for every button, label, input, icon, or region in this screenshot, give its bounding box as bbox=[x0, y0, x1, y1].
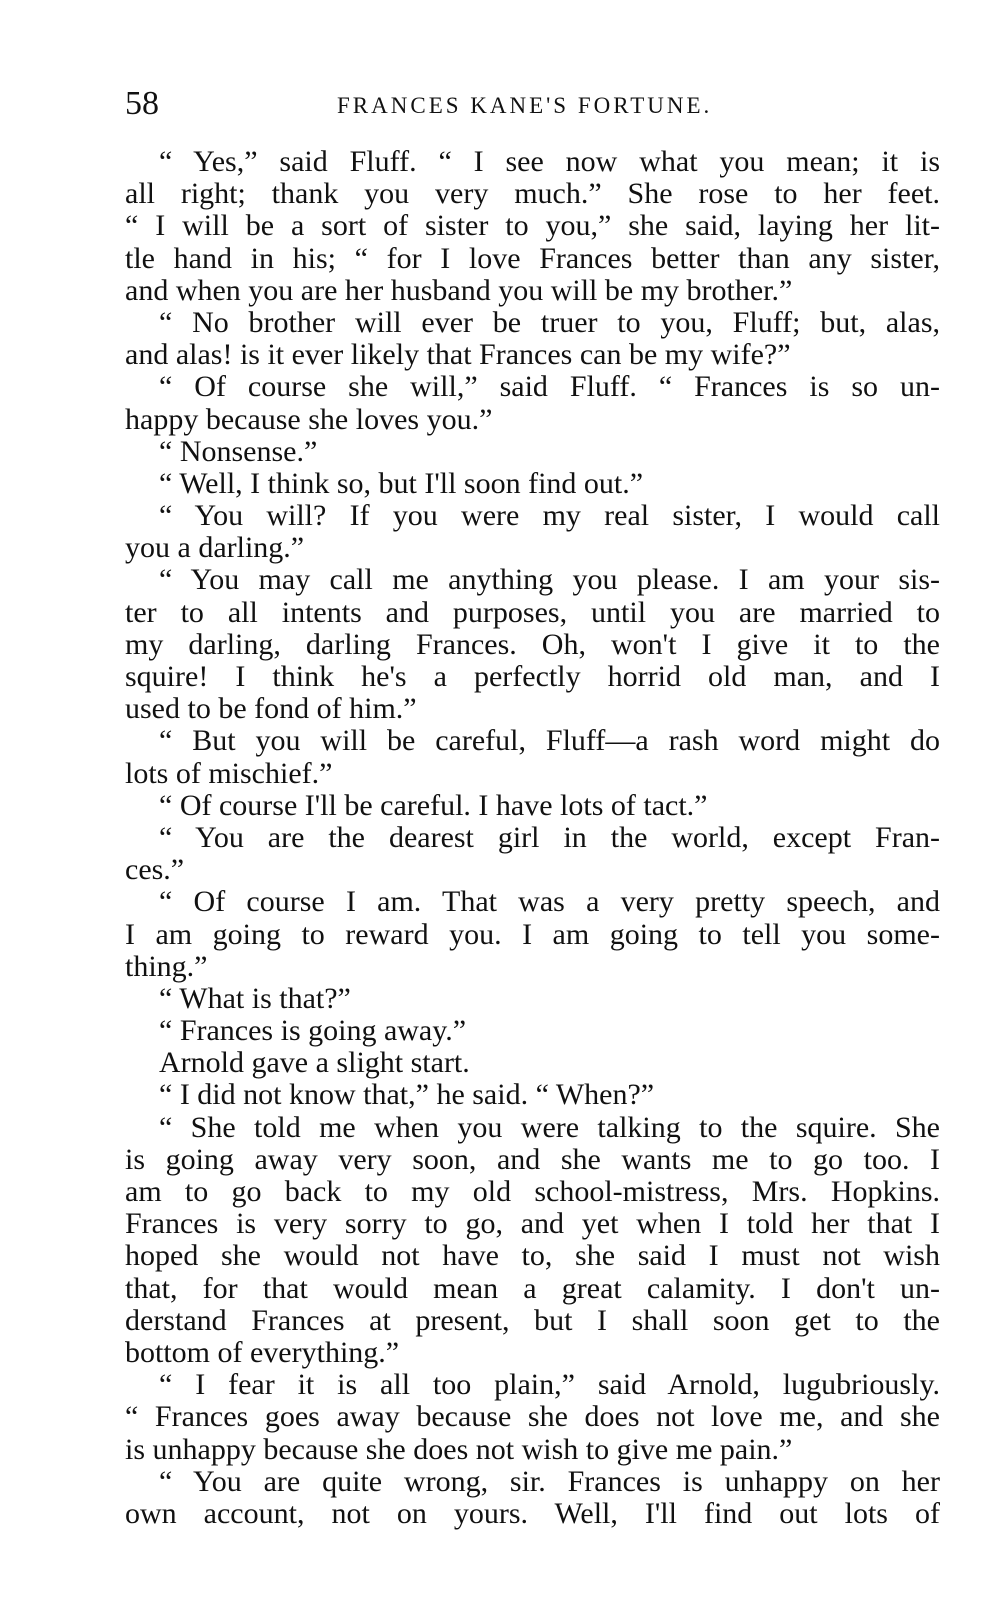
text-line: “ You may call me anything you please. I am your sis- bbox=[159, 563, 940, 597]
text-line: “ What is that?” bbox=[159, 981, 351, 1015]
text-line: is unhappy because she does not wish to give me pain.” bbox=[125, 1432, 793, 1466]
text-line: Arnold gave a slight start. bbox=[159, 1046, 470, 1080]
text-line: I am going to reward you. I am going to tell you some- bbox=[125, 917, 940, 951]
text-line: ter to all intents and purposes, until you are married to bbox=[125, 595, 940, 629]
text-line: used to be fond of him.” bbox=[125, 692, 417, 726]
text-line: “ Frances is going away.” bbox=[159, 1014, 467, 1048]
text-line: “ Nonsense.” bbox=[159, 434, 318, 468]
text-line: my darling, darling Frances. Oh, won't I give it to the bbox=[125, 627, 940, 661]
text-line: “ I will be a sort of sister to you,” she said, laying her lit- bbox=[125, 209, 940, 243]
text-line: “ I fear it is all too plain,” said Arnold, lugubriously. bbox=[159, 1368, 940, 1402]
page-number: 58 bbox=[125, 85, 159, 122]
text-line: “ Of course I'll be careful. I have lots of tact.” bbox=[159, 788, 708, 822]
text-line: “ Well, I think so, but I'll soon find out.” bbox=[159, 466, 644, 500]
running-title: FRANCES KANE'S FORTUNE. bbox=[337, 93, 713, 118]
text-line: all right; thank you very much.” She rose to her feet. bbox=[125, 177, 940, 211]
text-line: bottom of everything.” bbox=[125, 1335, 400, 1369]
text-line: thing.” bbox=[125, 949, 208, 983]
text-line: “ No brother will ever be truer to you, Fluff; but, alas, bbox=[159, 305, 940, 339]
page-header bbox=[125, 84, 940, 124]
text-line: “ Of course she will,” said Fluff. “ Frances is so un- bbox=[159, 370, 940, 404]
text-line: lots of mischief.” bbox=[125, 756, 333, 790]
text-line: own account, not on yours. Well, I'll find out lots of bbox=[125, 1496, 940, 1530]
text-line: “ You are the dearest girl in the world, except Fran- bbox=[159, 820, 940, 854]
text-line: happy because she loves you.” bbox=[125, 402, 493, 436]
text-line: “ Frances goes away because she does not love me, and she bbox=[125, 1400, 940, 1434]
text-line: “ But you will be careful, Fluff—a rash word might do bbox=[159, 724, 940, 758]
text-line: Frances is very sorry to go, and yet when I told her that I bbox=[125, 1207, 940, 1241]
text-line: “ You are quite wrong, sir. Frances is unhappy on her bbox=[159, 1464, 940, 1498]
text-line: squire! I think he's a perfectly horrid old man, and I bbox=[125, 660, 940, 693]
body-text bbox=[125, 146, 940, 1530]
text-line: and alas! is it ever likely that Frances can be my wife?” bbox=[125, 338, 791, 372]
text-line: am to go back to my old school-mistress, Mrs. Hopkins. bbox=[125, 1175, 940, 1208]
text-line: “ Of course I am. That was a very pretty speech, and bbox=[159, 885, 940, 919]
text-line: that, for that would mean a great calamity. I don't un- bbox=[125, 1271, 940, 1305]
text-line: and when you are her husband you will be my brother.” bbox=[125, 273, 793, 307]
text-line: derstand Frances at present, but I shall soon get to the bbox=[125, 1303, 940, 1337]
text-line: hoped she would not have to, she said I must not wish bbox=[125, 1239, 940, 1273]
text-line: is going away very soon, and she wants me to go too. I bbox=[125, 1142, 940, 1176]
text-line: “ She told me when you were talking to the squire. She bbox=[159, 1110, 940, 1144]
text-line: “ You will? If you were my real sister, I would call bbox=[159, 499, 940, 533]
text-line: “ Yes,” said Fluff. “ I see now what you mean; it is bbox=[159, 145, 940, 178]
text-line: “ I did not know that,” he said. “ When?” bbox=[159, 1078, 655, 1112]
text-line: ces.” bbox=[125, 853, 185, 887]
text-line: tle hand in his; “ for I love Frances better than any sister, bbox=[125, 241, 940, 275]
text-line: you a darling.” bbox=[125, 531, 305, 565]
